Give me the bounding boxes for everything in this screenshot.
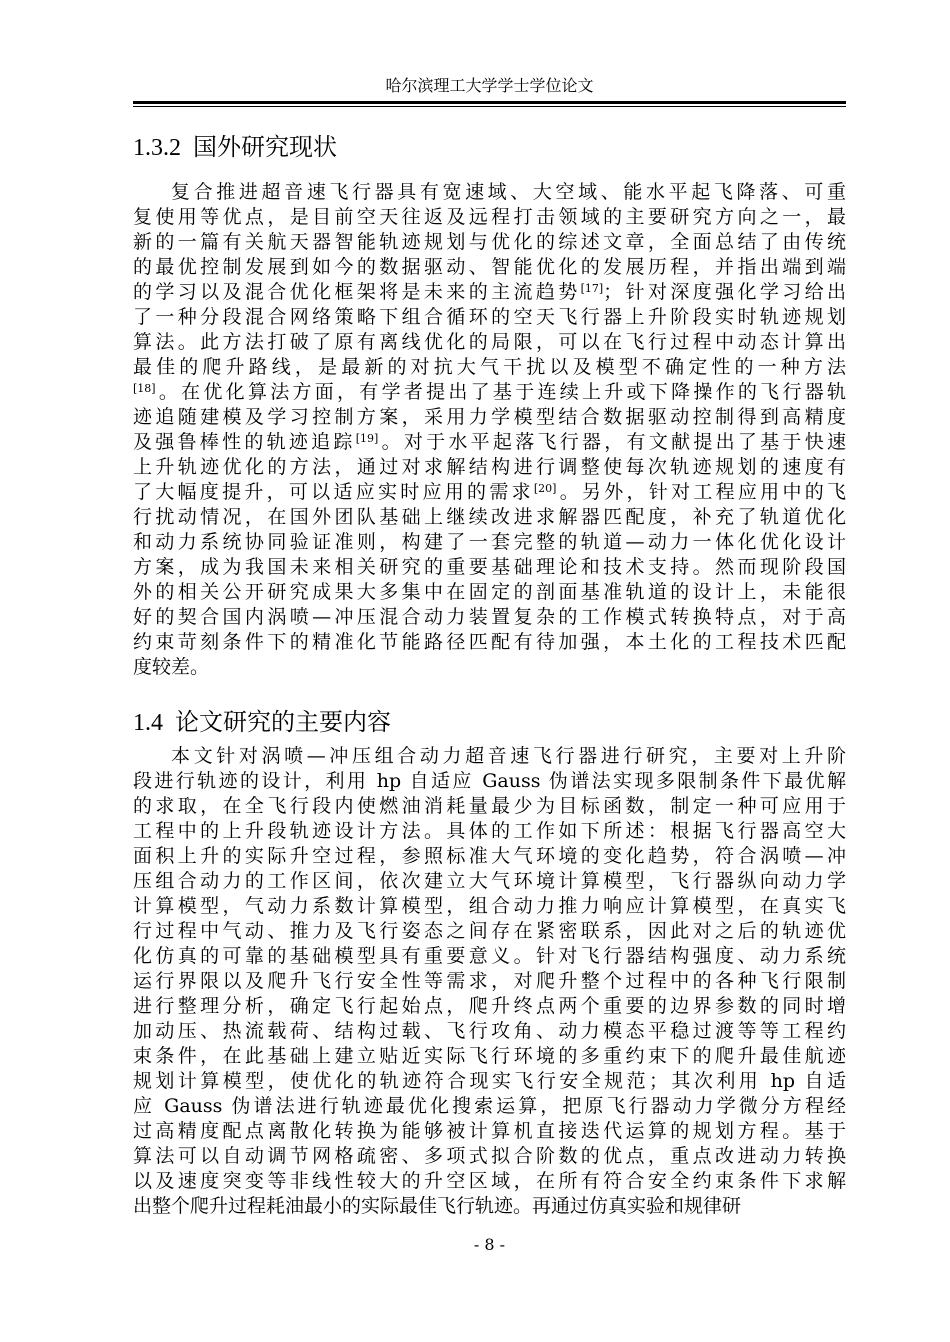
text-line: 新的一篇有关航天器智能轨迹规划与优化的综述文章，全面总结了由传统 bbox=[133, 231, 846, 253]
text-run: 的学习以及混合优化框架将是未来的主流趋势 bbox=[133, 281, 581, 303]
citation-reference: [20] bbox=[533, 482, 557, 495]
header-rule-thin bbox=[133, 106, 846, 107]
text-line: 计算模型，气动力系数计算模型，组合动力推力响应计算模型，在真实飞 bbox=[133, 895, 846, 917]
section-title: 国外研究现状 bbox=[193, 133, 337, 161]
text-run: 。在优化算法方面，有学者提出了基于连续上升或下降操作的飞行器轨 bbox=[155, 381, 846, 403]
text-line: 的最优控制发展到如今的数据驱动、智能优化的发展历程，并指出端到端 bbox=[133, 256, 846, 278]
text-run: ；针对深度强化学习给出 bbox=[603, 281, 846, 303]
text-line: 进行整理分析，确定飞行起始点，爬升终点两个重要的边界参数的同时增 bbox=[133, 995, 846, 1017]
text-line: 迹追随建模及学习控制方案，采用力学模型结合数据驱动控制得到高精度 bbox=[133, 406, 846, 428]
text-line: 好的契合国内涡喷—冲压混合动力装置复杂的工作模式转换特点，对于高 bbox=[133, 606, 846, 628]
text-line: 加动压、热流载荷、结构过载、飞行攻角、动力模态平稳过渡等等工程约 bbox=[133, 1020, 846, 1042]
running-header: 哈尔滨理工大学学士学位论文 bbox=[385, 76, 594, 95]
text-line bbox=[133, 380, 846, 405]
citation-reference: [17] bbox=[580, 282, 604, 295]
section-title: 论文研究的主要内容 bbox=[175, 708, 391, 736]
section-heading-1-3-2 bbox=[133, 132, 846, 163]
text-line: 以及速度突变等非线性较大的升空区域，在所有符合安全约束条件下求解 bbox=[133, 1170, 846, 1192]
text-line: 最佳的爬升路线，是最新的对抗大气干扰以及模型不确定性的一种方法 bbox=[133, 356, 846, 378]
text-line: 外的相关公开研究成果大多集中在固定的剖面基准轨道的设计上，未能很 bbox=[133, 581, 846, 603]
text-line: 约束苛刻条件下的精准化节能路径匹配有待加强，本土化的工程技术匹配 bbox=[133, 631, 846, 653]
citation-reference: [18] bbox=[133, 382, 156, 395]
text-line: 和动力系统协同验证准则，构建了一套完整的轨道—动力一体化优化设计 bbox=[133, 531, 846, 553]
section-number: 1.3.2 bbox=[133, 135, 181, 161]
header-rule-thick bbox=[133, 101, 846, 104]
text-line: 算法。此方法打破了原有离线优化的局限，可以在飞行过程中动态计算出 bbox=[133, 331, 846, 353]
text-line: 上升轨迹优化的方法，通过对求解结构进行调整使每次轨迹规划的速度有 bbox=[133, 456, 846, 478]
section-number: 1.4 bbox=[133, 710, 163, 736]
text-line: 出整个爬升过程耗油最小的实际最佳飞行轨迹。再通过仿真实验和规律研 bbox=[133, 1195, 742, 1217]
text-line bbox=[133, 480, 846, 505]
text-line: 应 Gauss 伪谱法进行轨迹最优化搜索运算，把原飞行器动力学微分方程经 bbox=[133, 1095, 846, 1117]
text-run: 。另外，针对工程应用中的飞 bbox=[556, 481, 846, 503]
paragraph-foreign-research bbox=[133, 180, 846, 680]
citation-reference: [19] bbox=[355, 432, 379, 445]
text-line: 面积上升的实际升空过程，参照标准大气环境的变化趋势，符合涡喷—冲 bbox=[133, 845, 846, 867]
text-line: 复使用等优点，是目前空天往返及远程打击领域的主要研究方向之一，最 bbox=[133, 206, 846, 228]
text-line: 工程中的上升段轨迹设计方法。具体的工作如下所述：根据飞行器高空大 bbox=[133, 820, 846, 842]
text-line: 压组合动力的工作区间，依次建立大气环境计算模型，飞行器纵向动力学 bbox=[133, 870, 846, 892]
text-run: 及强鲁棒性的轨迹追踪 bbox=[133, 431, 356, 453]
section-heading-1-4 bbox=[133, 707, 846, 738]
text-line bbox=[133, 430, 846, 455]
page-number: - 8 - bbox=[473, 1235, 506, 1254]
text-line: 运行界限以及爬升飞行安全性等需求，对爬升整个过程中的各种飞行限制 bbox=[133, 970, 846, 992]
text-line: 行扰动情况，在国外团队基础上继续改进求解器匹配度，补充了轨道优化 bbox=[133, 506, 846, 528]
text-run: 。对于水平起落飞行器，有文献提出了基于快速 bbox=[378, 431, 846, 453]
text-line: 本文针对涡喷—冲压组合动力超音速飞行器进行研究，主要对上升阶 bbox=[171, 745, 846, 767]
text-line: 束条件，在此基础上建立贴近实际飞行环境的多重约束下的爬升最佳航迹 bbox=[133, 1045, 846, 1067]
text-line: 复合推进超音速飞行器具有宽速域、大空域、能水平起飞降落、可重 bbox=[171, 181, 846, 203]
text-line: 行过程中气动、推力及飞行姿态之间存在紧密联系，因此对之后的轨迹优 bbox=[133, 920, 846, 942]
text-run: 了大幅度提升，可以适应实时应用的需求 bbox=[133, 481, 534, 503]
text-line: 段进行轨迹的设计，利用 hp 自适应 Gauss 伪谱法实现多限制条件下最优解 bbox=[133, 770, 846, 792]
text-line bbox=[133, 280, 846, 305]
text-line: 度较差。 bbox=[133, 656, 210, 678]
text-line: 规划计算模型，使优化的轨迹符合现实飞行安全规范；其次利用 hp 自适 bbox=[133, 1070, 846, 1092]
text-line: 化仿真的可靠的基础模型具有重要意义。针对飞行器结构强度、动力系统 bbox=[133, 945, 846, 967]
text-line: 的求取，在全飞行段内使燃油消耗量最少为目标函数，制定一种可应用于 bbox=[133, 795, 846, 817]
text-line: 了一种分段混合网络策略下组合循环的空天飞行器上升阶段实时轨迹规划 bbox=[133, 306, 846, 328]
text-line: 算法可以自动调节网格疏密、多项式拟合阶数的优点，重点改进动力转换 bbox=[133, 1145, 846, 1167]
text-line: 过高精度配点离散化转换为能够被计算机直接迭代运算的规划方程。基于 bbox=[133, 1120, 846, 1142]
paragraph-main-content bbox=[133, 744, 846, 1219]
text-line: 方案，成为我国未来相关研究的重要基础理论和技术支持。然而现阶段国 bbox=[133, 556, 846, 578]
